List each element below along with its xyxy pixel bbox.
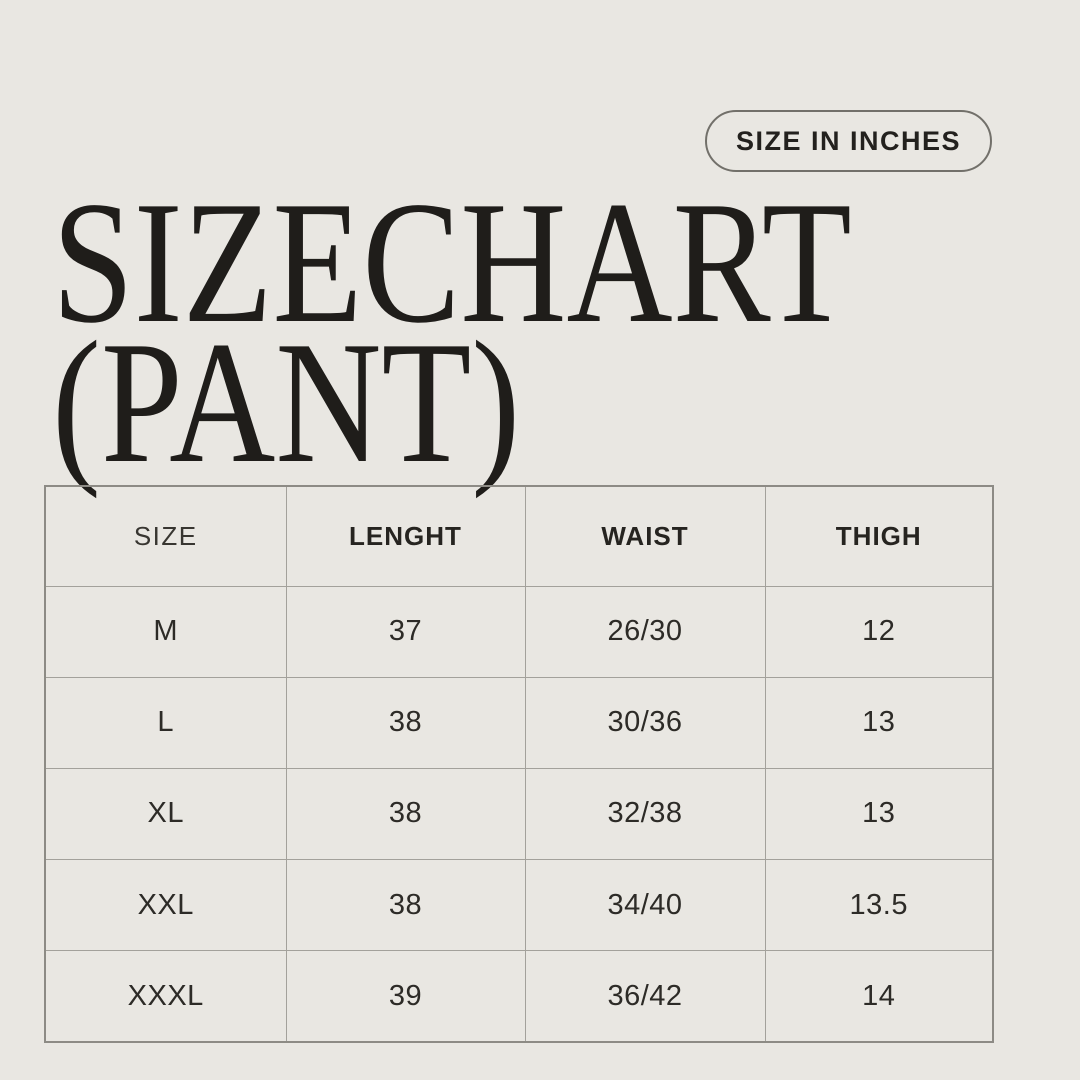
table-cell: 38 [286, 768, 525, 859]
table-row [45, 860, 993, 951]
table-cell: 34/40 [525, 860, 765, 951]
table-cell: M [45, 586, 286, 677]
size-in-inches-badge [705, 110, 992, 172]
page-title-line2: (PANT) [52, 305, 521, 499]
size-chart-table [44, 485, 994, 1043]
table-cell: 14 [765, 951, 993, 1042]
column-header-size: SIZE [45, 486, 286, 586]
table-cell: 38 [286, 860, 525, 951]
table-cell: XXXL [45, 951, 286, 1042]
table-cell: 37 [286, 586, 525, 677]
table-cell: 30/36 [525, 677, 765, 768]
table-cell: XXL [45, 860, 286, 951]
column-header-lenght: LENGHT [286, 486, 525, 586]
page-title [52, 165, 852, 499]
table-row [45, 586, 993, 677]
table-row [45, 951, 993, 1042]
table-cell: 36/42 [525, 951, 765, 1042]
table-cell: 13 [765, 768, 993, 859]
table-row [45, 768, 993, 859]
table-cell: 13.5 [765, 860, 993, 951]
header-row [45, 486, 993, 586]
table-cell: 39 [286, 951, 525, 1042]
page-title-line1: SIZECHART [52, 165, 852, 359]
badge-label: SIZE IN INCHES [735, 125, 961, 156]
column-header-waist: WAIST [525, 486, 765, 586]
table-row [45, 677, 993, 768]
table-cell: L [45, 677, 286, 768]
table-cell: 12 [765, 586, 993, 677]
table-cell: 26/30 [525, 586, 765, 677]
table-cell: 38 [286, 677, 525, 768]
table-cell: 13 [765, 677, 993, 768]
table-cell: 32/38 [525, 768, 765, 859]
table-cell: XL [45, 768, 286, 859]
column-header-thigh: THIGH [765, 486, 993, 586]
